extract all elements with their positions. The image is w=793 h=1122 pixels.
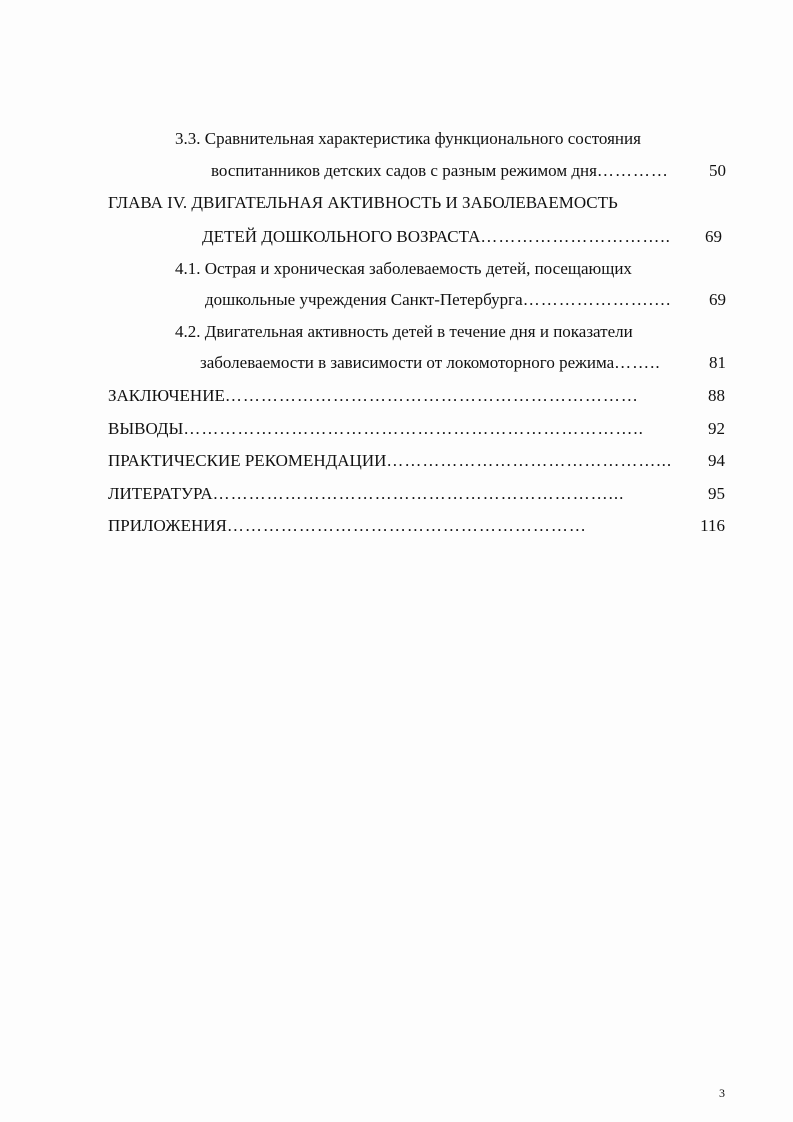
- toc-leader-dots: …………………………..: [480, 227, 671, 246]
- page-number: 3: [719, 1086, 725, 1100]
- toc-page-number: 69: [709, 290, 726, 309]
- toc-leader-dots: ……………………………………………………………: [224, 386, 639, 405]
- toc-entry-4-2-line1: 4.2. Двигательная активность детей в течение дня и показатели: [175, 322, 633, 341]
- toc-leader-dots: ……..: [614, 353, 661, 372]
- toc-leader-dots: …………………………………………………………………..: [183, 419, 644, 438]
- toc-entry-4-2-line2: заболеваемости в зависимости от локомоторного режима: [200, 353, 615, 372]
- toc-entry-4-1: [205, 289, 726, 311]
- toc-chapter-4-line1: ГЛАВА IV. ДВИГАТЕЛЬНАЯ АКТИВНОСТЬ И ЗАБОЛЕВАЕМОСТЬ: [108, 193, 618, 212]
- toc-recommendations: [108, 450, 725, 472]
- toc-page-number: 88: [708, 386, 725, 405]
- toc-entry-3-3: [211, 160, 726, 182]
- toc-entry-4-2: [200, 352, 726, 374]
- toc-leader-dots: …………………………………………………………...: [212, 484, 625, 503]
- toc-conclusion-title: ЗАКЛЮЧЕНИЕ: [108, 386, 225, 405]
- toc-recommendations-title: ПРАКТИЧЕСКИЕ РЕКОМЕНДАЦИИ: [108, 451, 387, 470]
- toc-entry-4-1-line2: дошкольные учреждения Санкт-Петербурга: [205, 290, 523, 309]
- toc-page-number: 69: [705, 227, 722, 246]
- toc-entry-4-1-line1: 4.1. Острая и хроническая заболеваемость детей, посещающих: [175, 259, 632, 278]
- toc-leader-dots: ……………………………………………………: [226, 516, 587, 535]
- toc-page-number: 94: [708, 451, 725, 470]
- toc-leader-dots: ………………….…: [522, 290, 672, 309]
- toc-chapter-4-line2: ДЕТЕЙ ДОШКОЛЬНОГО ВОЗРАСТА: [202, 227, 481, 246]
- toc-findings: [108, 418, 725, 440]
- toc-entry-3-3-line1: 3.3. Сравнительная характеристика функционального состояния: [175, 129, 641, 148]
- toc-page-number: 92: [708, 419, 725, 438]
- toc-leader-dots: ………………………………………...: [386, 451, 673, 470]
- toc-appendices-title: ПРИЛОЖЕНИЯ: [108, 516, 227, 535]
- toc-page-number: 95: [708, 484, 725, 503]
- toc-page-number: 116: [700, 516, 725, 535]
- toc-page-number: 81: [709, 353, 726, 372]
- toc-conclusion: [108, 385, 725, 407]
- toc-literature: [108, 483, 725, 505]
- toc-findings-title: ВЫВОДЫ: [108, 419, 184, 438]
- toc-leader-dots: …………: [596, 161, 669, 180]
- toc-appendices: [108, 515, 725, 537]
- toc-literature-title: ЛИТЕРАТУРА: [108, 484, 213, 503]
- toc-page-number: 50: [709, 161, 726, 180]
- toc-entry-3-3-line2: воспитанников детских садов с разным режимом дня: [211, 161, 597, 180]
- toc-chapter-4: [202, 226, 722, 248]
